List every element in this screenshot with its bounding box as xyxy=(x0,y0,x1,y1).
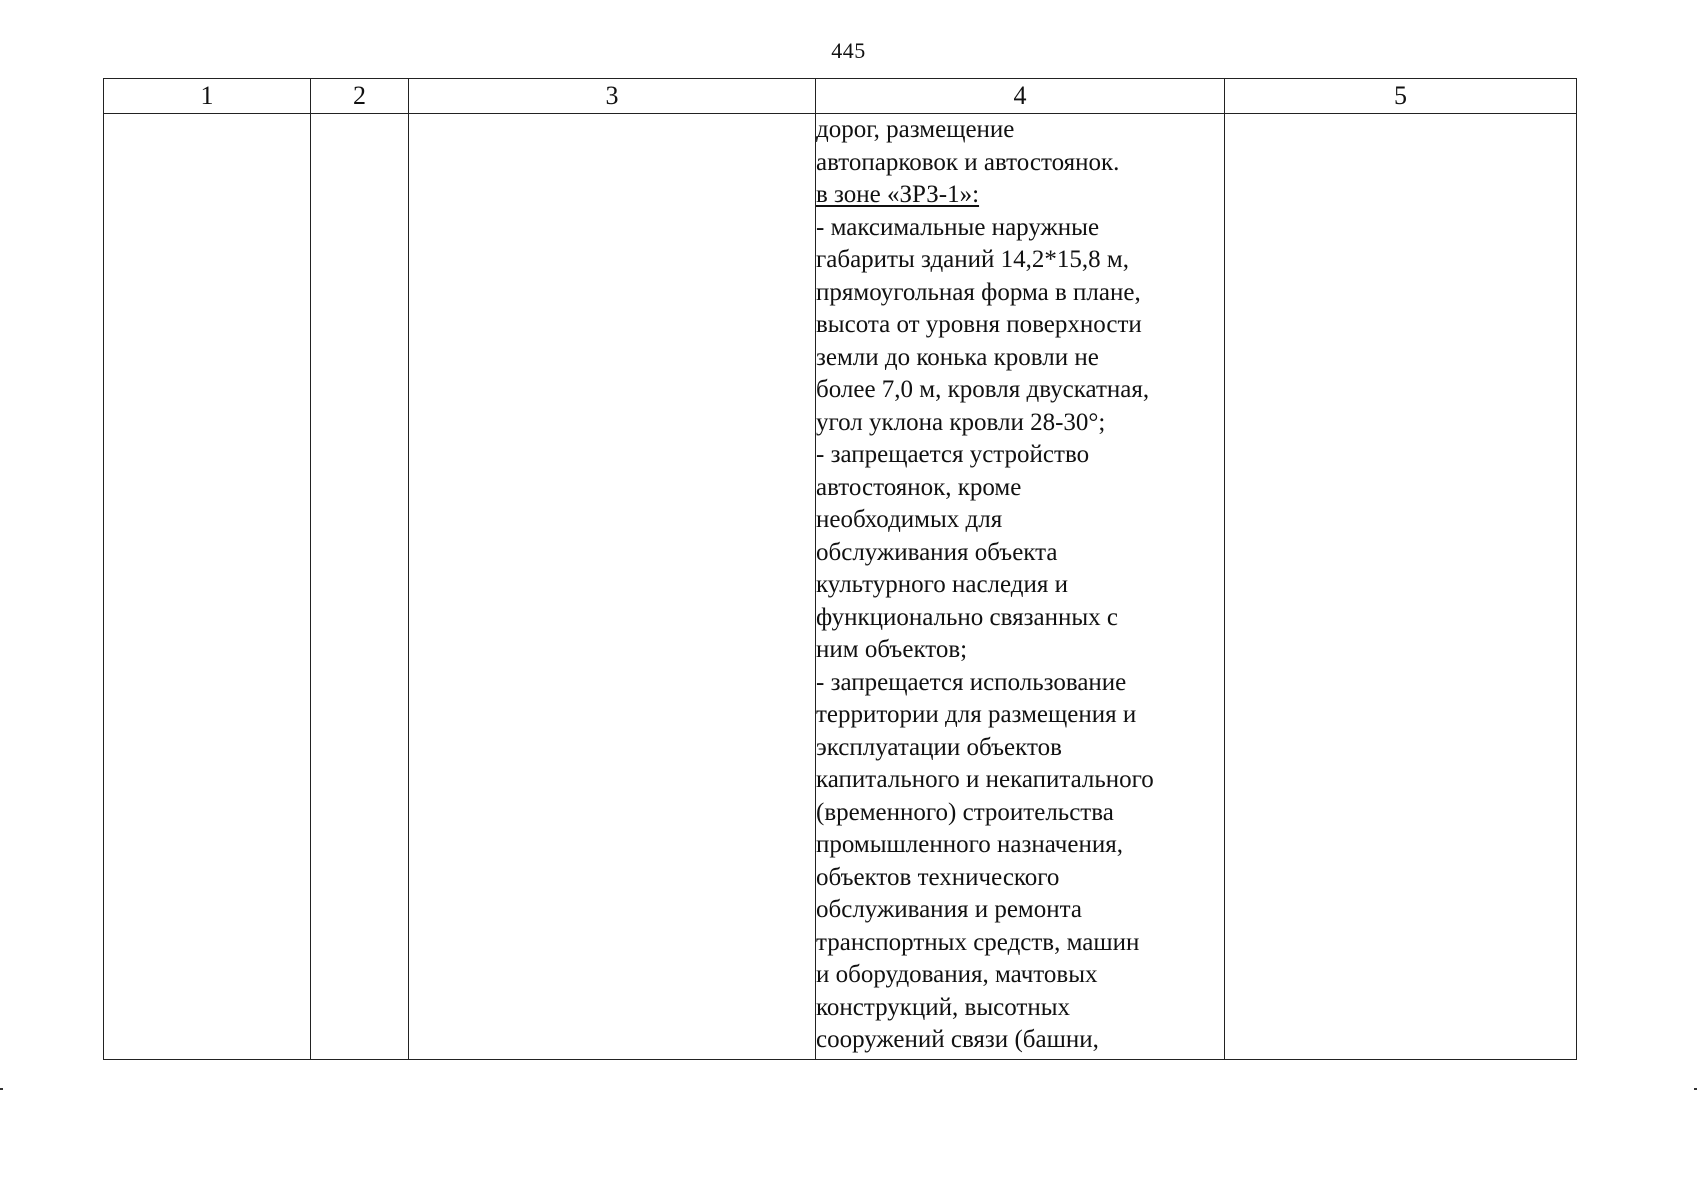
text-line: угол уклона кровли 28-30°; xyxy=(816,408,1106,436)
text-line: ним объектов; xyxy=(816,636,968,663)
zone-heading: в зоне «ЗРЗ-1»: xyxy=(816,181,980,208)
text-line: - запрещается использование xyxy=(816,668,1127,696)
text-line: (временного) строительства xyxy=(816,798,1114,826)
cell-col-2 xyxy=(311,114,409,1060)
text-line: конструкций, высотных xyxy=(816,993,1071,1021)
text-line: сооружений связи (башни, xyxy=(816,1026,1099,1053)
column-header-1: 1 xyxy=(104,79,311,114)
text-line: - максимальные наружные xyxy=(816,213,1100,241)
column-header-4: 4 xyxy=(816,79,1225,114)
text-line: автопарковок и автостоянок. xyxy=(816,148,1120,176)
text-line: объектов технического xyxy=(816,863,1060,891)
cell-col-1 xyxy=(104,114,311,1060)
column-header-5: 5 xyxy=(1225,79,1577,114)
cell-col-4 xyxy=(816,114,1225,1060)
table-row xyxy=(104,114,1577,1060)
text-line: более 7,0 м, кровля двускатная, xyxy=(816,376,1150,403)
cell-col-5 xyxy=(1225,114,1577,1060)
text-line: капитального и некапитального xyxy=(816,766,1154,793)
text-line: земли до конька кровли не xyxy=(816,343,1099,371)
text-line: высота от уровня поверхности xyxy=(816,311,1142,338)
text-line: обслуживания и ремонта xyxy=(816,896,1082,923)
column-header-2: 2 xyxy=(311,79,409,114)
text-line: габариты зданий 14,2*15,8 м, xyxy=(816,246,1129,273)
text-line: необходимых для xyxy=(816,506,1003,533)
text-line: транспортных средств, машин xyxy=(816,928,1140,956)
scan-edge-mark-left xyxy=(0,1088,3,1090)
text-line: дорог, размещение xyxy=(816,116,1015,143)
text-line: и оборудования, мачтовых xyxy=(816,961,1098,988)
table-header-row xyxy=(104,79,1577,114)
document-table xyxy=(103,78,1577,1060)
text-line: культурного наследия и xyxy=(816,571,1069,598)
text-line: функционально связанных с xyxy=(816,603,1119,631)
text-line: автостоянок, кроме xyxy=(816,473,1022,501)
cell-col-3 xyxy=(409,114,816,1060)
text-line: эксплуатации объектов xyxy=(816,733,1062,761)
text-line: обслуживания объекта xyxy=(816,538,1058,566)
column-header-3: 3 xyxy=(409,79,816,114)
text-line: территории для размещения и xyxy=(816,701,1137,728)
page-number: 445 xyxy=(831,38,866,63)
text-line: прямоугольная форма в плане, xyxy=(816,278,1141,306)
text-line: - запрещается устройство xyxy=(816,441,1090,468)
column-4-text-block xyxy=(816,114,1224,1057)
text-line: промышленного назначения, xyxy=(816,831,1123,858)
